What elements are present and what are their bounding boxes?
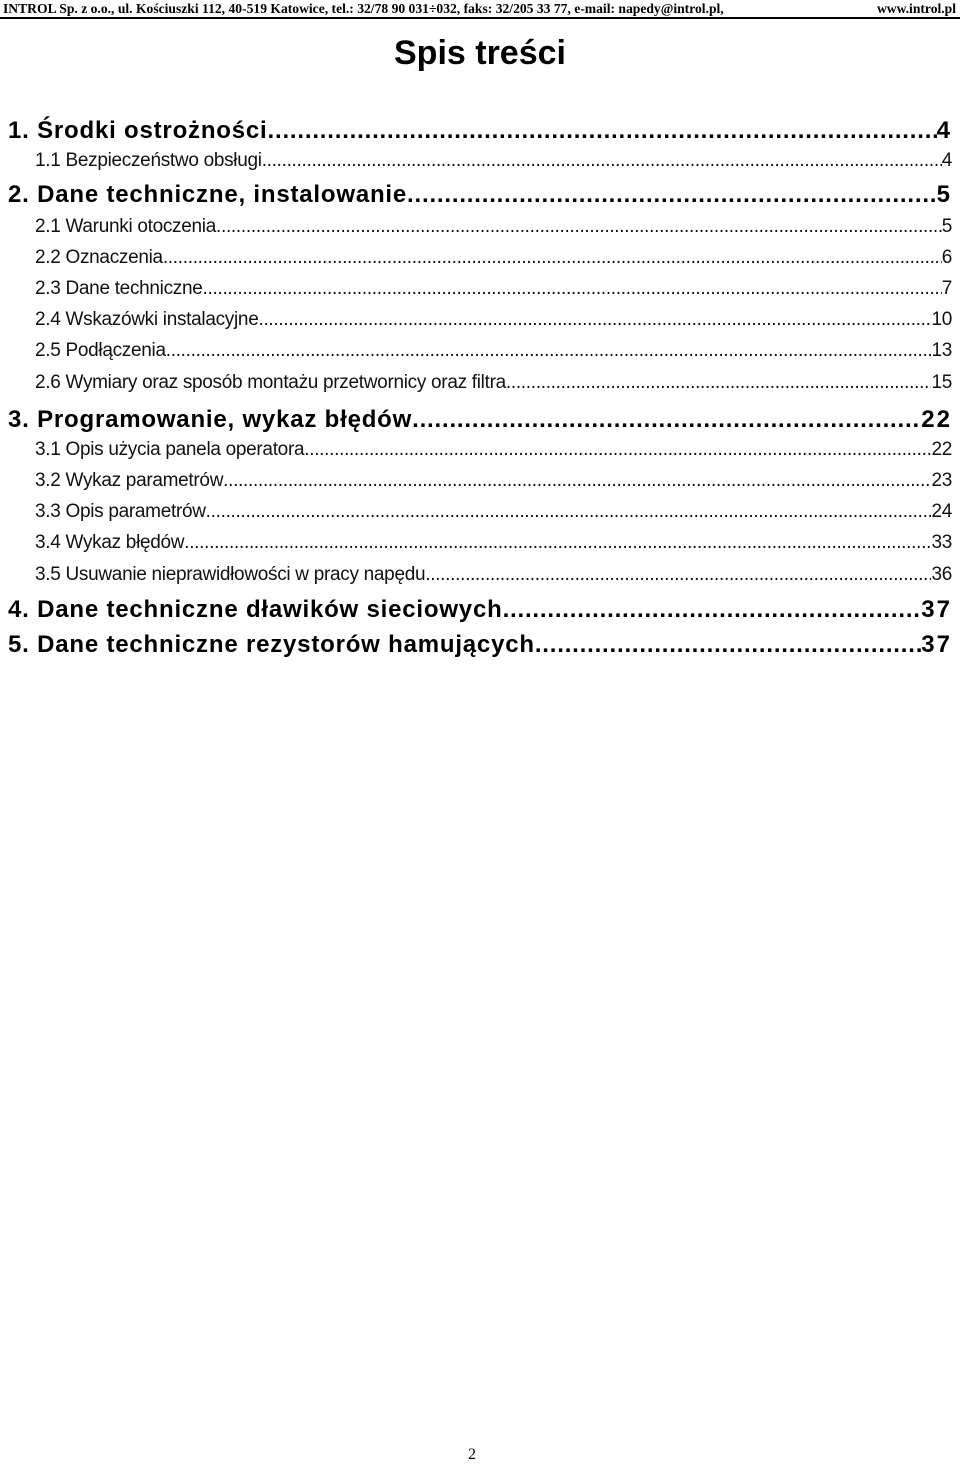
toc-entry-title: 1.1 Bezpieczeństwo obsługi [35, 150, 262, 171]
toc-entry-title: 3.1 Opis użycia panela operatora [35, 439, 305, 460]
toc-dot-leader [223, 470, 931, 492]
toc-entry-page: 22 [931, 439, 952, 460]
toc-dot-leader [203, 278, 942, 300]
toc-entry-page: 5 [936, 181, 952, 208]
toc-entry-title: 3. Programowanie, wykaz błędów [8, 406, 413, 433]
toc-section-entry[interactable] [8, 470, 952, 492]
toc-entry-page: 23 [931, 470, 952, 491]
toc-entry-page: 7 [941, 278, 952, 299]
toc-dot-leader [503, 596, 922, 624]
toc-entry-title: 3.5 Usuwanie nieprawidłowości w pracy napędu [35, 564, 426, 585]
toc-entry-page: 10 [931, 309, 952, 330]
toc-entry-page: 4 [941, 150, 952, 171]
toc-section-entry[interactable] [8, 340, 952, 362]
toc-section-entry[interactable] [8, 247, 952, 269]
toc-chapter-entry[interactable] [8, 596, 952, 624]
toc-entry-title: 2.3 Dane techniczne [35, 278, 203, 299]
toc-dot-leader [412, 406, 921, 434]
toc-entry-page: 6 [941, 247, 952, 268]
toc-entry-title: 3.3 Opis parametrów [35, 501, 206, 522]
toc-entry-page: 33 [931, 532, 952, 553]
page-number: 2 [468, 1446, 476, 1463]
toc-dot-leader [262, 150, 942, 172]
toc-entry-page: 15 [931, 372, 952, 393]
toc-dot-leader [425, 564, 931, 586]
toc-dot-leader [506, 372, 932, 394]
toc-entry-page: 13 [931, 340, 952, 361]
toc-entry-title: 5. Dane techniczne rezystorów hamujących [8, 631, 535, 658]
header-website: www.introl.pl [876, 1, 956, 16]
toc-dot-leader [163, 247, 942, 269]
toc-entry-title: 2.6 Wymiary oraz sposób montażu przetwornicy oraz filtra [35, 372, 506, 393]
toc-dot-leader [184, 532, 931, 554]
toc-entry-title: 2.2 Oznaczenia [35, 247, 163, 268]
toc-dot-leader [166, 340, 932, 362]
page-title: Spis treści [394, 34, 566, 72]
toc-section-entry[interactable] [8, 278, 952, 300]
toc-dot-leader [268, 117, 937, 145]
toc-dot-leader [304, 439, 931, 461]
toc-section-entry[interactable] [8, 439, 952, 461]
toc-entry-title: 1. Środki ostrożności [8, 117, 268, 144]
toc-entry-page: 22 [921, 406, 952, 433]
toc-entry-title: 2. Dane techniczne, instalowanie [8, 181, 408, 208]
toc-chapter-entry[interactable] [8, 117, 952, 145]
toc-entry-page: 36 [931, 564, 952, 585]
toc-chapter-entry[interactable] [8, 631, 952, 659]
toc-entry-title: 2.5 Podłączenia [35, 340, 166, 361]
toc-entry-title: 2.4 Wskazówki instalacyjne [35, 309, 259, 330]
toc-chapter-entry[interactable] [8, 181, 952, 209]
toc-dot-leader [407, 181, 937, 209]
toc-dot-leader [206, 501, 932, 523]
toc-section-entry[interactable] [8, 150, 952, 172]
toc-dot-leader [216, 216, 942, 238]
toc-section-entry[interactable] [8, 532, 952, 554]
toc-section-entry[interactable] [8, 309, 952, 331]
page-header [0, 0, 960, 19]
toc-section-entry[interactable] [8, 564, 952, 586]
toc-entry-page: 24 [931, 501, 952, 522]
toc-entry-page: 4 [936, 117, 952, 144]
toc-entry-page: 37 [921, 596, 952, 623]
toc-entry-page: 5 [941, 216, 952, 237]
toc-dot-leader [258, 309, 931, 331]
toc-entry-title: 3.2 Wykaz parametrów [35, 470, 224, 491]
toc-entry-page: 37 [921, 631, 952, 658]
toc-entry-title: 4. Dane techniczne dławików sieciowych [8, 596, 503, 623]
toc-chapter-entry[interactable] [8, 406, 952, 434]
header-contact-info: INTROL Sp. z o.o., ul. Kościuszki 112, 40-519 Katowice, tel.: 32/78 90 031÷032, faks: 32/205 33 77, e-mail: napedy@introl.pl, [3, 1, 724, 16]
toc-dot-leader [535, 631, 921, 659]
toc-entry-title: 2.1 Warunki otoczenia [35, 216, 216, 237]
toc-section-entry[interactable] [8, 372, 952, 394]
toc-section-entry[interactable] [8, 501, 952, 523]
toc-entry-title: 3.4 Wykaz błędów [35, 532, 185, 553]
toc-section-entry[interactable] [8, 216, 952, 238]
